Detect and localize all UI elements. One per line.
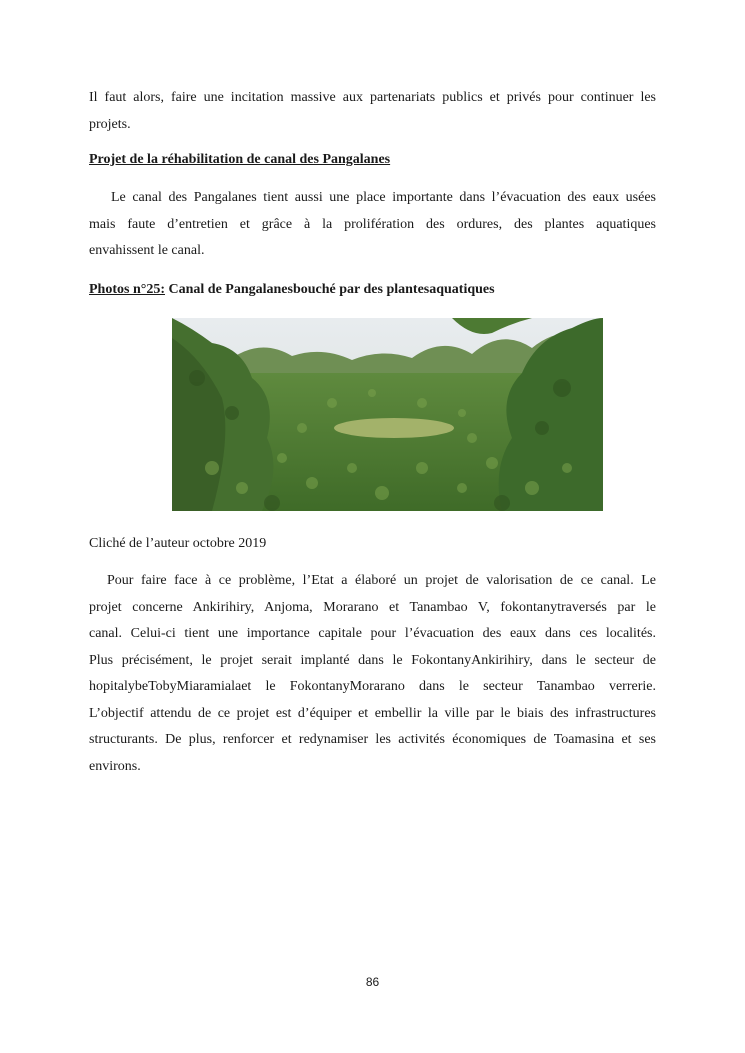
photo-credit: Cliché de l’auteur octobre 2019	[89, 536, 267, 551]
page-number: 86	[365, 975, 380, 989]
project-paragraph	[89, 568, 656, 780]
text-line: Pour faire face à ce problème, l’Etat a élaboré un projet de valorisation de ce canal. Le	[107, 573, 656, 588]
text-line: canal. Celui-ci tient une importance capitale pour l’évacuation des eaux dans ces localités.	[89, 626, 656, 641]
text-line: envahissent le canal.	[89, 243, 205, 258]
photo-caption	[89, 282, 495, 298]
text-line: environs.	[89, 758, 141, 774]
text-line: projets.	[89, 116, 131, 132]
text-line: structurants. De plus, renforcer et redynamiser les activités économiques de Toamasina et ses	[89, 732, 656, 747]
text-line: mais faute d’entretien et grâce à la prolifération des ordures, des plantes aquatiques	[89, 216, 656, 232]
text-line: Plus précisément, le projet serait implanté dans le FokontanyAnkirihiry, dans le secteur de	[89, 652, 656, 668]
intro-paragraph	[89, 85, 656, 138]
photo-caption-text: Canal de Pangalanesbouché par des plantesaquatiques	[165, 282, 495, 297]
canal-paragraph	[89, 185, 656, 265]
canal-photo	[172, 318, 603, 511]
text-line: Le canal des Pangalanes tient aussi une place importante dans l’évacuation des eaux usées	[111, 190, 656, 205]
text-line: Il faut alors, faire une incitation massive aux partenariats publics et privés pour continuer les	[89, 90, 656, 105]
text-line: L’objectif attendu de ce projet est d’équiper et embellir la ville par le biais des infrastructures	[89, 705, 656, 721]
text-line: hopitalybeTobyMiaramialaet le FokontanyMorarano dans le secteur Tanambao verrerie.	[89, 679, 656, 694]
photo-caption-label: Photos n°25:	[89, 282, 165, 297]
text-line: projet concerne Ankirihiry, Anjoma, Morarano et Tanambao V, fokontanytraversés par le	[89, 599, 656, 615]
section-heading: Projet de la réhabilitation de canal des Pangalanes	[89, 152, 391, 167]
